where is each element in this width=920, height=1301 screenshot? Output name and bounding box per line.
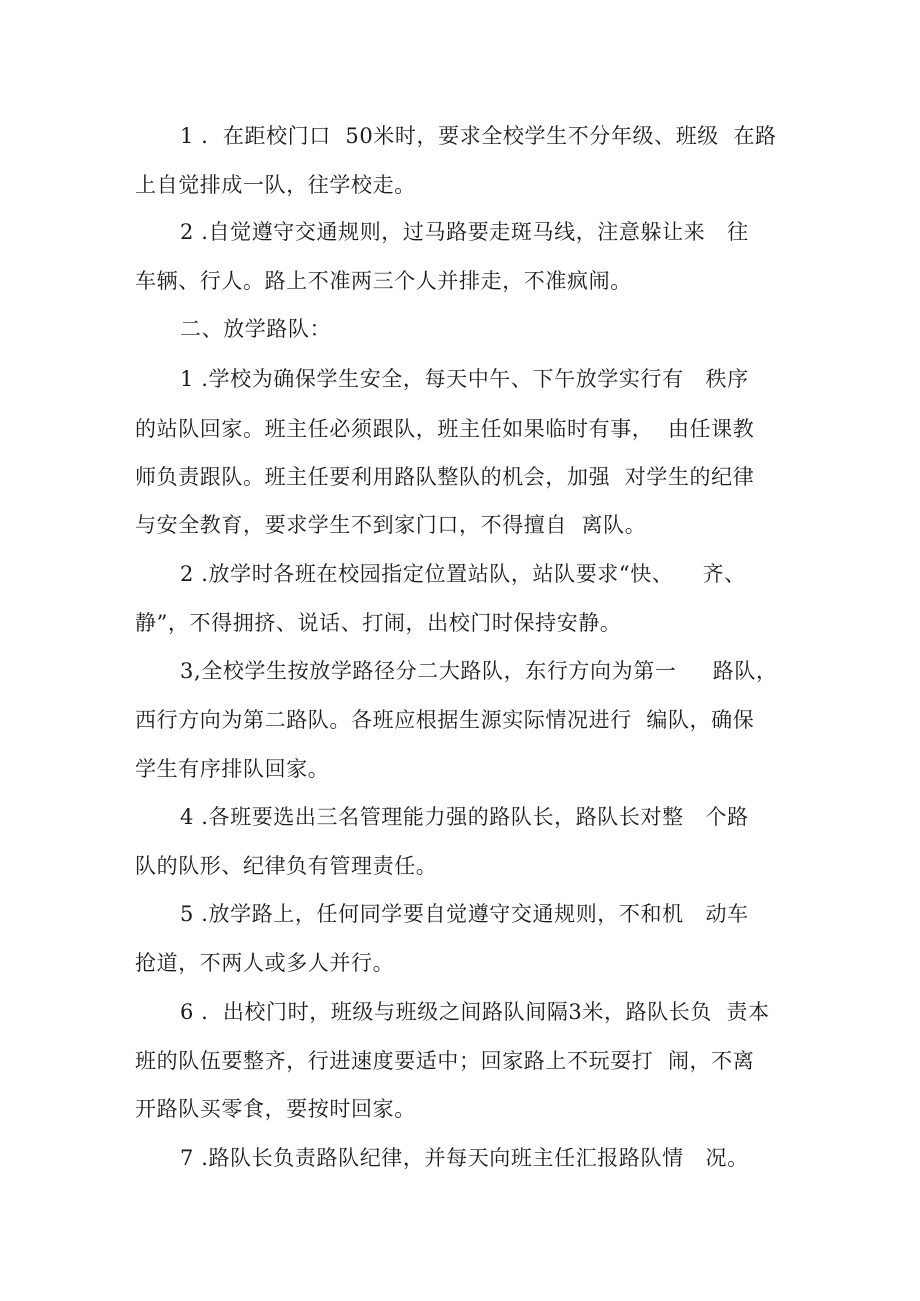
paragraph-arrival-2-line-1: 2 .自觉遵守交通规则，过马路要走斑马线，注意躲让来 往 <box>180 220 749 244</box>
paragraph-dismissal-1-line-3: 师负责跟队。班主任要利用路队整队的机会，加强 对学生的纪律 <box>135 465 755 489</box>
paragraph-dismissal-3-line-3: 学生有序排队回家。 <box>135 757 330 781</box>
paragraph-dismissal-3-line-2: 西行方向为第二路队。各班应根据生源实际情况进行 编队，确保 <box>135 708 755 732</box>
paragraph-dismissal-4-line-2: 队的队形、纪律负有管理责任。 <box>135 854 438 878</box>
paragraph-dismissal-2-line-2: 静”，不得拥挤、说话、打闹，出校门时保持安静。 <box>135 611 622 635</box>
paragraph-arrival-1-line-1: 1 ．在距校门口 50米时，要求全校学生不分年级、班级 在路 <box>180 124 777 148</box>
paragraph-dismissal-7-line-1: 7 .路队长负责路队纪律，并每天向班主任汇报路队情 况。 <box>180 1146 749 1170</box>
paragraph-dismissal-6-line-1: 6 ．出校门时，班级与班级之间路队间隔3米，路队长负 责本 <box>180 1000 770 1024</box>
paragraph-arrival-1-line-2: 上自觉排成一队，往学校走。 <box>135 173 416 197</box>
paragraph-dismissal-5-line-1: 5 .放学路上，任何同学要自觉遵守交通规则，不和机 动车 <box>180 902 749 926</box>
paragraph-dismissal-1-line-1: 1 .学校为确保学生安全，每天中午、下午放学实行有 秩序 <box>180 367 749 391</box>
paragraph-dismissal-3-line-1: 3,全校学生按放学路径分二大路队，东行方向为第一 路队， <box>180 659 778 683</box>
paragraph-dismissal-4-line-1: 4 .各班要选出三名管理能力强的路队长，路队长对整 个路 <box>180 805 749 829</box>
paragraph-dismissal-2-line-1: 2 .放学时各班在校园指定位置站队，站队要求“快、 齐、 <box>180 562 746 586</box>
paragraph-dismissal-6-line-2: 班的队伍要整齐，行进速度要适中；回家路上不玩耍打 闹，不离 <box>135 1049 755 1073</box>
paragraph-dismissal-6-line-3: 开路队买零食，要按时回家。 <box>135 1097 416 1121</box>
paragraph-dismissal-5-line-2: 抢道，不两人或多人并行。 <box>135 951 395 975</box>
paragraph-arrival-2-line-2: 车辆、行人。路上不准两三个人并排走，不准疯闹。 <box>135 269 632 293</box>
paragraph-dismissal-1-line-2: 的站队回家。班主任必须跟队，班主任如果临时有事， 由任课教 <box>135 417 755 441</box>
section-heading-dismissal: 二、放学路队： <box>180 317 332 341</box>
paragraph-dismissal-1-line-4: 与安全教育，要求学生不到家门口，不得擅自 离队。 <box>135 513 647 537</box>
